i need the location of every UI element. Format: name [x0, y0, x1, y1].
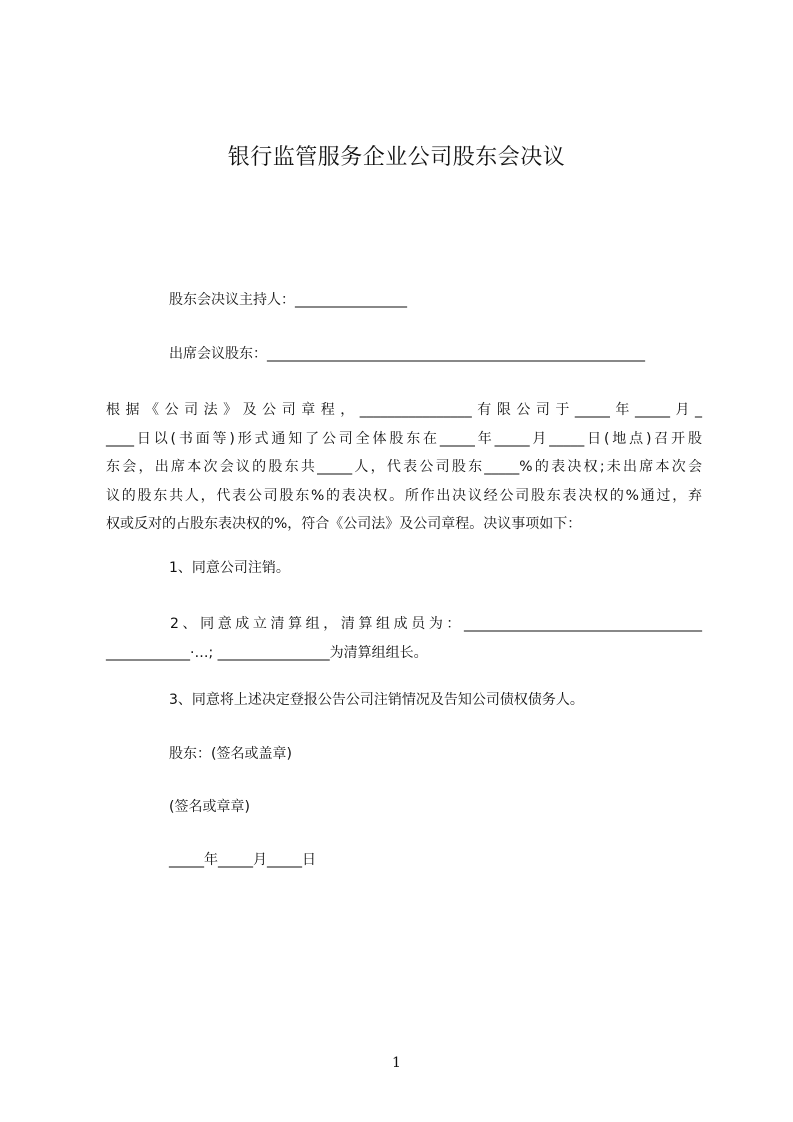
item-3: 3、同意将上述决定登报公告公司注销情况及告知公司债权债务人。 [169, 692, 584, 708]
body-line: 议的股东共人，代表公司股东%的表决权。所作出决议经公司股东表决权的%通过，弃 [106, 487, 702, 504]
body-line: 权或反对的占股东表决权的%，符合《公司法》及公司章程。决议事项如下： [106, 516, 582, 532]
attendees-line: 出席会议股东：______________________________________________________ [169, 346, 645, 362]
body-line: 东会，出席本次会议的股东共_____人，代表公司股东_____%的表决权;未出席本次会 [106, 459, 702, 475]
item-1: 1、同意公司注销。 [169, 560, 290, 576]
item-2 [106, 610, 702, 667]
signature-stamp-line: (签名或章章) [169, 799, 250, 815]
host-line: 股东会决议主持人：________________ [169, 292, 407, 308]
item-2-line: ____________·…; ________________为清算组组长。 [106, 644, 428, 661]
body-line: 根据《公司法》及公司章程，________________有限公司于_____年_____月_ [106, 402, 702, 418]
item-2-line: 2、同意成立清算组，清算组成员为：__________________________________ [170, 616, 702, 632]
body-line: ____日以(书面等)形式通知了公司全体股东在_____年_____月_____日(地点)召开股 [106, 430, 702, 447]
page-number: 1 [392, 1055, 401, 1071]
shareholder-signature-line: 股东：(签名或盖章) [169, 746, 292, 762]
date-line: _____年_____月_____日 [169, 852, 316, 868]
document-title: 银行监管服务企业公司股东会决议 [227, 145, 566, 170]
resolution-body [106, 396, 702, 539]
